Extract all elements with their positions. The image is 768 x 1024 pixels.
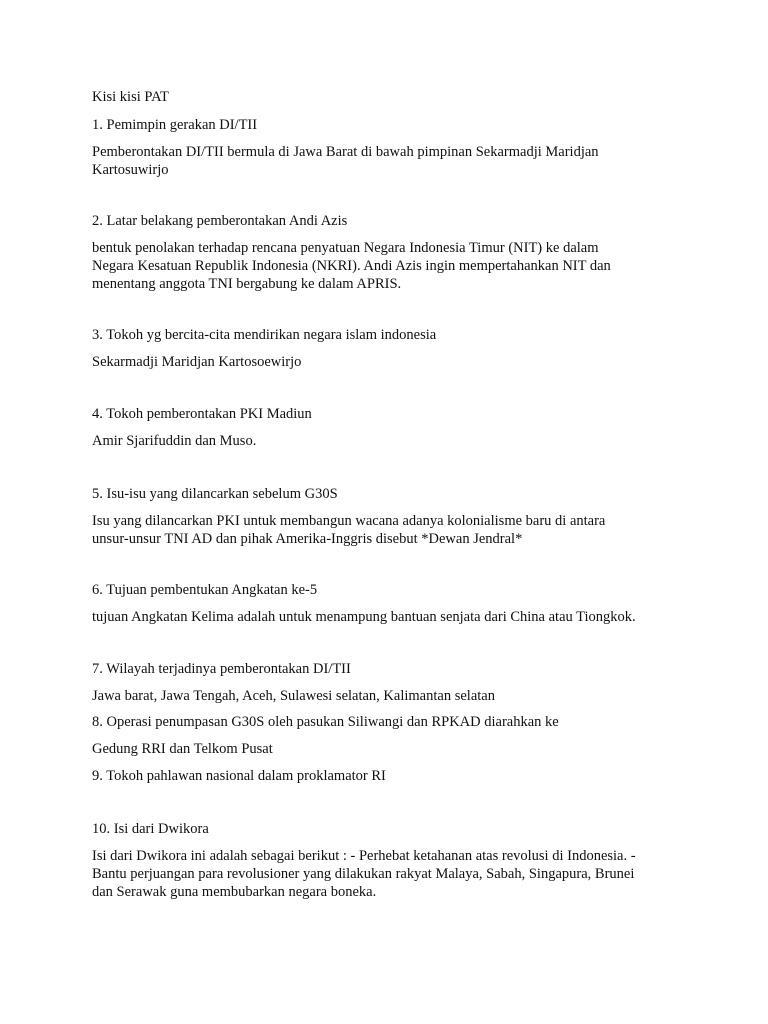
question-8: 8. Operasi penumpasan G30S oleh pasukan Siliwangi dan RPKAD diarahkan ke xyxy=(92,714,559,730)
question-5: 5. Isu-isu yang dilancarkan sebelum G30S xyxy=(92,486,338,502)
question-4: 4. Tokoh pemberontakan PKI Madiun xyxy=(92,406,312,422)
document-title: Kisi kisi PAT xyxy=(92,89,169,105)
question-9: 9. Tokoh pahlawan nasional dalam proklamator RI xyxy=(92,768,386,784)
answer-6: tujuan Angkatan Kelima adalah untuk menampung bantuan senjata dari China atau Tiongkok. xyxy=(92,609,636,625)
question-10: 10. Isi dari Dwikora xyxy=(92,821,209,837)
answer-3: Sekarmadji Maridjan Kartosoewirjo xyxy=(92,354,302,370)
question-6: 6. Tujuan pembentukan Angkatan ke-5 xyxy=(92,582,318,598)
answer-4: Amir Sjarifuddin dan Muso. xyxy=(92,433,257,449)
answer-2: bentuk penolakan terhadap rencana penyatuan Negara Indonesia Timur (NIT) ke dalam Negara Kesatuan Republik Indonesia (NKRI). Andi Azis ingin mempertahankan NIT dan menentang anggota TNI bergabung ke dalam APRIS. xyxy=(92,240,611,292)
answer-1: Pemberontakan DI/TII bermula di Jawa Barat di bawah pimpinan Sekarmadji Maridjan Kartosuwirjo xyxy=(92,144,599,178)
answer-8: Gedung RRI dan Telkom Pusat xyxy=(92,741,273,757)
question-3: 3. Tokoh yg bercita-cita mendirikan negara islam indonesia xyxy=(92,327,437,343)
answer-7: Jawa barat, Jawa Tengah, Aceh, Sulawesi selatan, Kalimantan selatan xyxy=(92,688,495,704)
question-2: 2. Latar belakang pemberontakan Andi Azis xyxy=(92,213,348,229)
document-page xyxy=(92,0,692,1024)
answer-10: Isi dari Dwikora ini adalah sebagai berikut : - Perhebat ketahanan atas revolusi di Indonesia. - Bantu perjuangan para revolusioner yang dilakukan rakyat Malaya, Sabah, Singapura, Brunei dan Serawak guna membubarkan negara boneka. xyxy=(92,848,636,900)
question-7: 7. Wilayah terjadinya pemberontakan DI/TII xyxy=(92,661,351,677)
question-1: 1. Pemimpin gerakan DI/TII xyxy=(92,117,258,133)
answer-5: Isu yang dilancarkan PKI untuk membangun wacana adanya kolonialisme baru di antara unsur-unsur TNI AD dan pihak Amerika-Inggris disebut *Dewan Jendral* xyxy=(92,513,606,547)
